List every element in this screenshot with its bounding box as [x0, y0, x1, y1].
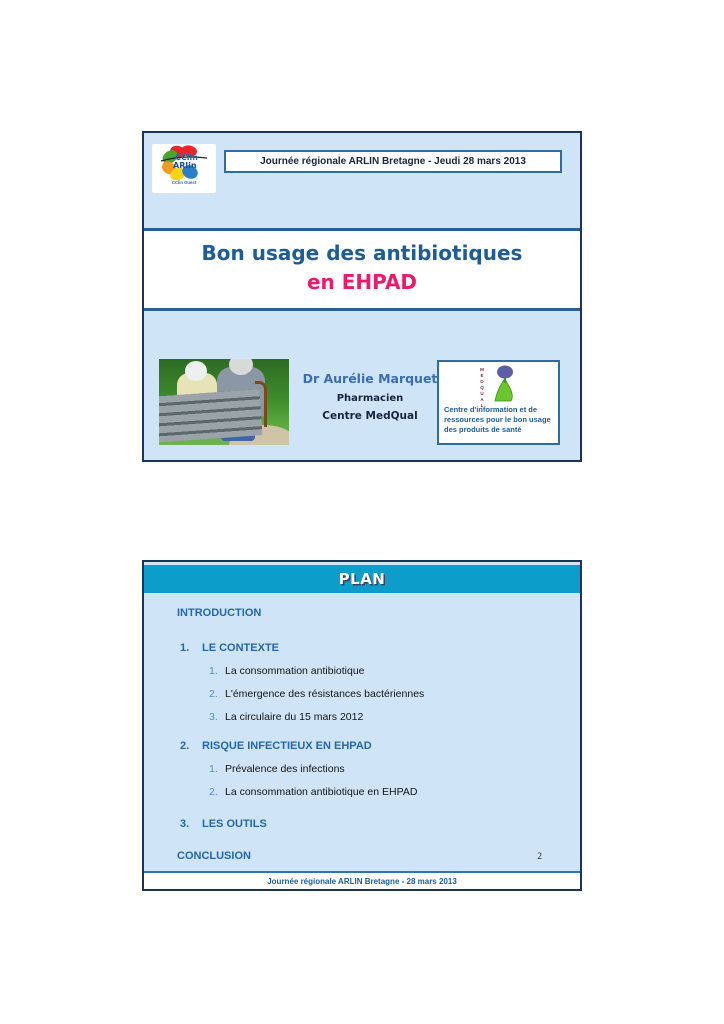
slide1-body-band: [144, 311, 580, 460]
footer-text: Journée régionale ARLIN Bretagne - 28 mars 2013: [267, 876, 457, 886]
presentation-subtitle: en EHPAD: [306, 270, 418, 294]
event-banner: [224, 150, 562, 173]
slide-footer: [144, 873, 580, 889]
speaker-role: Pharmacien: [336, 393, 404, 404]
medqual-logo-box: [437, 360, 560, 445]
plan-title: PLAN: [338, 570, 386, 588]
plan-title-bar: [144, 565, 580, 593]
bench-photo: [159, 359, 289, 445]
slide1-title-area: [144, 231, 580, 308]
presentation-title: Bon usage des antibiotiques: [201, 241, 523, 265]
slide-plan: PLAN INTRODUCTION 1. LE CONTEXTE 1. La consommation antibiotique 2. L'émergence des résistances bactériennes 3. La circulaire du 15 mars 2012 2. RISQUE INFECTIEUX EN EHPAD 1. Prévalence des infections 2. La consommation antibiotique en EHPAD 3. LES OUTILS CONCLUSION 2 Journée régionale ARLIN Bretagne - 28 mars 2013: [142, 560, 582, 891]
speaker-block: [302, 371, 438, 422]
cclin-flower-icon: [161, 145, 207, 181]
logo-word1: CClin: [175, 153, 198, 162]
medqual-caption: Centre d'information et de ressources pour le bon usage des produits de santé: [444, 405, 551, 434]
page-number: 2: [537, 852, 542, 862]
speaker-name: Dr Aurélie Marquet: [302, 371, 438, 386]
logo-word2: ARlin: [173, 161, 197, 170]
slide-title-page: [142, 131, 582, 462]
speaker-organization: Centre MedQual: [322, 410, 418, 422]
event-banner-text: Journée régionale ARLIN Bretagne - Jeudi 28 mars 2013: [260, 156, 526, 167]
logo-caption: CClin Ouest: [171, 180, 197, 186]
bench-shape: [159, 389, 262, 443]
medqual-vertical-text: MEDQUAL: [479, 367, 485, 409]
slide1-header-band: [144, 133, 580, 228]
cclin-arlin-logo: [152, 144, 216, 193]
medqual-logo: [444, 365, 553, 409]
medqual-flask-icon: [485, 365, 519, 405]
